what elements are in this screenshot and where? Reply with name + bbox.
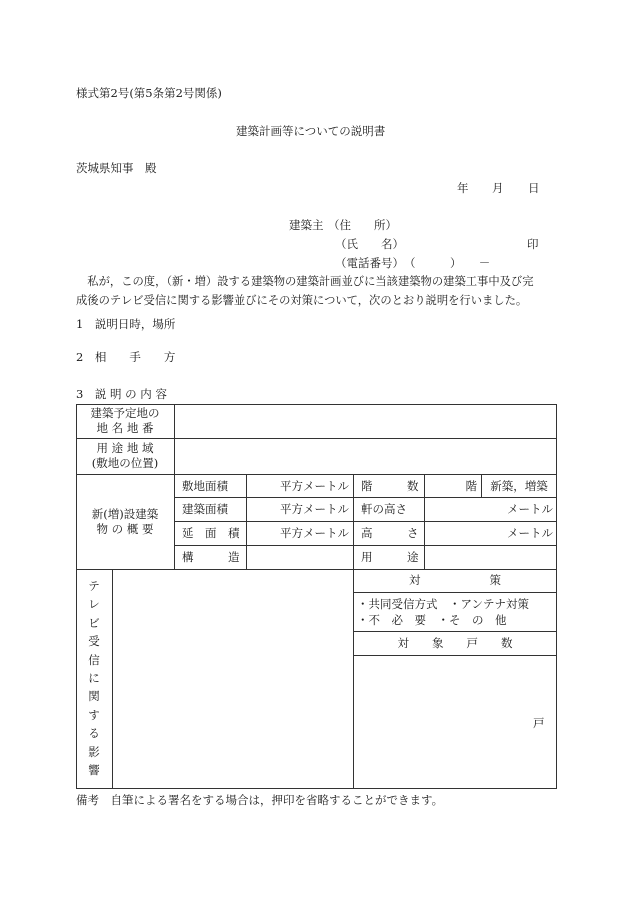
tv-label-char: レ bbox=[88, 597, 100, 612]
tv-label-char: に bbox=[88, 670, 100, 685]
date-month: 月 bbox=[492, 181, 504, 195]
use-district-label bbox=[76, 438, 174, 474]
floor-area-unit: 平方メートル bbox=[280, 525, 349, 540]
tv-label-char: 関 bbox=[88, 689, 100, 704]
addressee: 茨城県知事 殿 bbox=[76, 161, 157, 175]
builder-address-label: （住 所） bbox=[328, 218, 397, 232]
tv-label-char: 影 bbox=[88, 744, 100, 759]
height-unit: メートル bbox=[507, 525, 553, 540]
body-text-line-2: 成後のテレビ受信に関する影響並びにその対策について，次のとおり説明を行いました。 bbox=[76, 294, 528, 307]
table-divider bbox=[353, 655, 557, 656]
building-outline-label-line-1: 新(増)設建築 bbox=[91, 506, 159, 521]
table-divider bbox=[174, 404, 175, 569]
building-area-unit: 平方メートル bbox=[280, 501, 349, 516]
floors-unit: 階 bbox=[465, 478, 477, 493]
tv-label-char: 信 bbox=[88, 652, 100, 667]
floors-label: 階 数 bbox=[361, 478, 419, 493]
new-or-extension-option: 新築，増築 bbox=[490, 478, 548, 493]
tv-label-char: す bbox=[88, 707, 100, 722]
building-area-label: 建築面積 bbox=[182, 501, 228, 516]
height-label: 高 さ bbox=[361, 525, 419, 540]
eave-height-label: 軒の高さ bbox=[361, 501, 407, 516]
remarks: 備考 自筆による署名をする場合は，押印を省略することができます。 bbox=[76, 793, 444, 807]
site-label-line-2: 地 名 地 番 bbox=[96, 421, 154, 435]
form-number: 様式第2号(第5条第2号関係) bbox=[76, 86, 222, 100]
eave-height-unit: メートル bbox=[507, 501, 553, 516]
use-district-label-line-1: 用 途 地 域 bbox=[96, 441, 154, 455]
item-2-counterparty: 2 相 手 方 bbox=[76, 350, 176, 364]
use-district-label-line-2: (敷地の位置) bbox=[91, 456, 159, 470]
site-label bbox=[76, 404, 174, 438]
measures-header: 対 策 bbox=[409, 573, 501, 587]
household-unit: 戸 bbox=[533, 716, 545, 730]
measures-options-row-2: ・不 必 要 ・そ の 他 bbox=[357, 613, 507, 627]
floor-area-label: 延 面 積 bbox=[182, 525, 240, 540]
structure-label: 構 造 bbox=[182, 549, 240, 564]
builder-label: 建築主 bbox=[289, 218, 324, 232]
item-1-datetime-place: 1 説明日時，場所 bbox=[76, 317, 176, 331]
building-outline-label bbox=[76, 474, 174, 569]
table-divider bbox=[112, 569, 113, 789]
tv-label-char: 響 bbox=[88, 762, 100, 777]
date-year: 年 bbox=[457, 181, 469, 195]
table-divider bbox=[353, 592, 557, 593]
households-header: 対 象 戸 数 bbox=[397, 635, 513, 650]
tv-label-char: る bbox=[88, 726, 100, 741]
site-label-line-1: 建築予定地の bbox=[90, 406, 160, 420]
page-title: 建築計画等についての説明書 bbox=[236, 124, 386, 138]
item-3-content: 3 説 明 の 内 容 bbox=[76, 387, 167, 401]
builder-name-label: （氏 名） bbox=[335, 237, 404, 251]
tv-reception-impact-label bbox=[76, 578, 112, 778]
measures-options-row-1: ・共同受信方式 ・アンテナ対策 bbox=[357, 597, 530, 611]
body-text-line-1: 私が，この度，（新・増）設する建築物の建築計画並びに当該建築物の建築工事中及び完 bbox=[76, 275, 534, 288]
seal-mark: 印 bbox=[527, 237, 539, 251]
tv-label-char: 受 bbox=[88, 634, 100, 649]
site-area-label: 敷地面積 bbox=[182, 478, 228, 493]
builder-phone-label: （電話番号） （ ） － bbox=[335, 256, 491, 270]
use-label: 用 途 bbox=[361, 549, 419, 564]
tv-label-char: ビ bbox=[88, 615, 100, 630]
date-day: 日 bbox=[528, 181, 540, 195]
site-area-unit: 平方メートル bbox=[280, 478, 349, 493]
building-outline-label-line-2: 物 の 概 要 bbox=[96, 521, 154, 536]
tv-label-char: テ bbox=[88, 579, 100, 593]
